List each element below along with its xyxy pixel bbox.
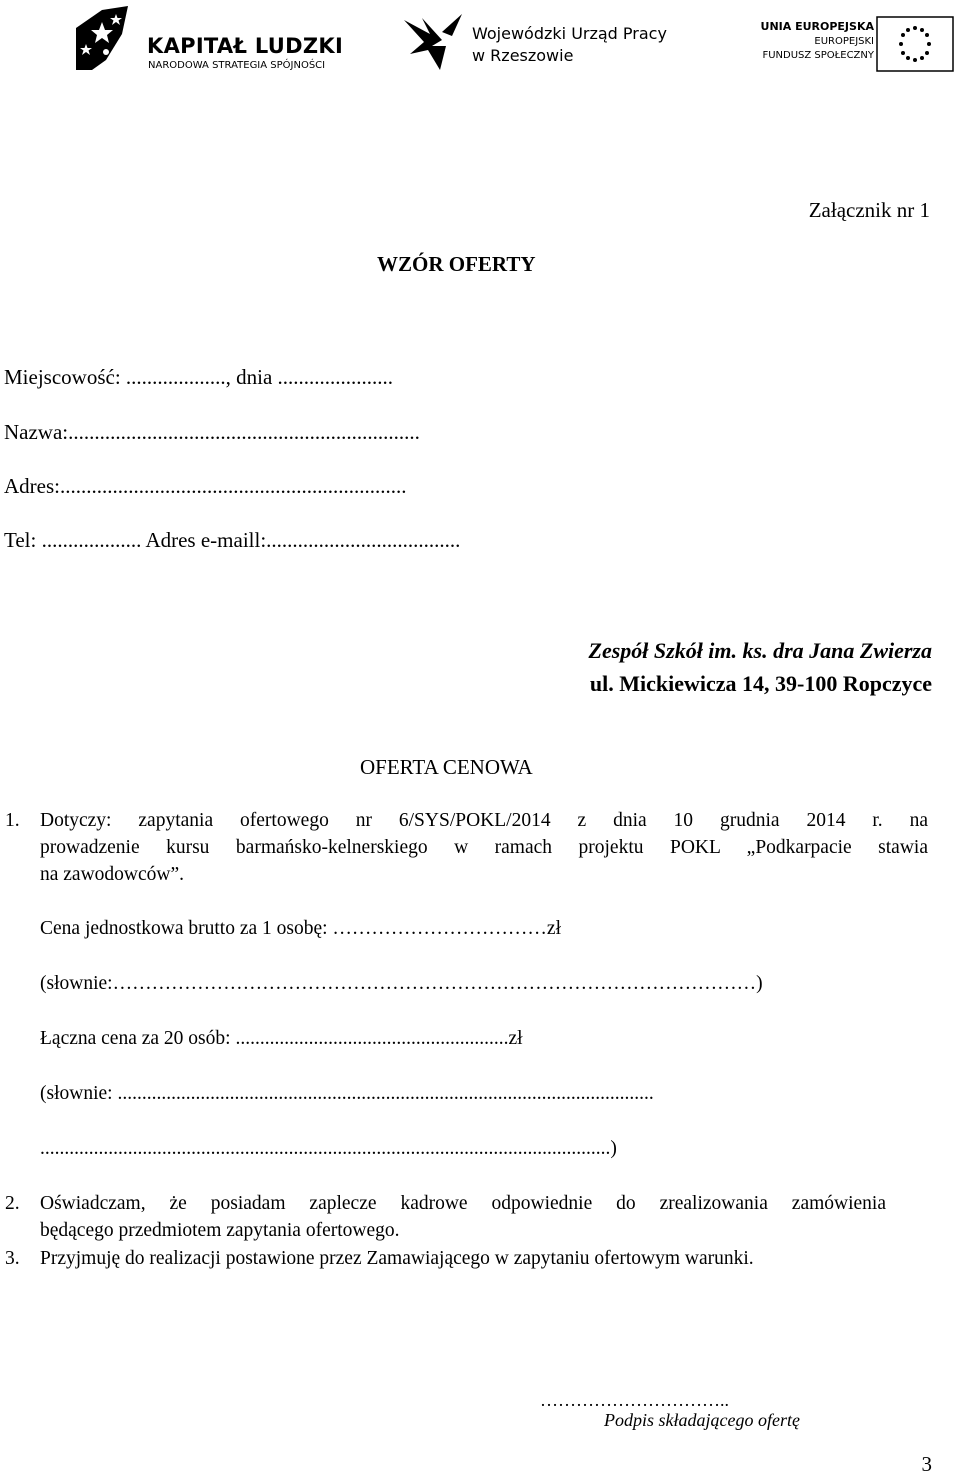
logo-eu xyxy=(760,14,960,72)
signature-label: Podpis składającego ofertę xyxy=(604,1410,800,1430)
logo-eu-line1: UNIA EUROPEJSKA xyxy=(760,20,874,33)
logo-eu-line2: EUROPEJSKI xyxy=(814,36,874,47)
offer-title: OFERTA CENOWA xyxy=(360,755,533,779)
recipient-address: ul. Mickiewicza 14, 39-100 Ropczyce xyxy=(589,671,932,696)
annex-label: Załącznik nr 1 xyxy=(808,198,930,222)
wup-bird-icon xyxy=(402,10,470,72)
logo-kl-subtitle: NARODOWA STRATEGIA SPÓJNOŚCI xyxy=(148,60,326,71)
section1-line3: na zawodowców”. xyxy=(40,864,185,885)
section3-line1: Przyjmuję do realizacji postawione przez Zamawiającego w zapytaniu ofertowym warunki. xyxy=(40,1248,754,1269)
unit-price-field: Cena jednostkowa brutto za 1 osobę: ……………………………zł xyxy=(40,918,562,939)
section3-number: 3. xyxy=(5,1248,20,1269)
logo-eu-line3: FUNDUSZ SPOŁECZNY xyxy=(762,50,874,61)
section2-line2: będącego przedmiotem zapytania ofertowego. xyxy=(40,1220,400,1241)
kapital-ludzki-emblem xyxy=(72,4,134,72)
total-price-words-line2: .....................................................................................................................) xyxy=(40,1138,617,1159)
document-title: WZÓR OFERTY xyxy=(377,252,536,276)
logo-kl-title: KAPITAŁ LUDZKI xyxy=(147,34,344,58)
signature-line: ………………………….. xyxy=(540,1390,729,1410)
field-name: Nazwa:................................................................... xyxy=(4,420,420,444)
logo-wup-line1: Wojewódzki Urząd Pracy xyxy=(472,24,667,43)
field-phone-email: Tel: ................... Adres e-maill:..................................... xyxy=(4,528,461,552)
section2-line1: Oświadczam, że posiadam zaplecze kadrowe odpowiednie do zrealizowania zamówienia xyxy=(40,1193,886,1214)
recipient-name: Zespół Szkół im. ks. dra Jana Zwierza xyxy=(588,638,932,663)
section1-line2: prowadzenie kursu barmańsko-kelnerskiego w ramach projektu POKL „Podkarpacie stawia xyxy=(40,837,928,858)
field-place-date: Miejscowość: ..................., dnia ...................... xyxy=(4,365,394,389)
eu-flag-icon xyxy=(876,16,954,72)
logo-wup xyxy=(402,10,692,72)
logo-wup-line2: w Rzeszowie xyxy=(472,46,574,65)
section2-number: 2. xyxy=(5,1193,20,1214)
section1-line1: Dotyczy: zapytania ofertowego nr 6/SYS/POKL/2014 z dnia 10 grudnia 2014 r. na xyxy=(40,810,928,831)
section1-number: 1. xyxy=(5,810,20,831)
total-price-field: Łączna cena za 20 osób: ........................................................zł xyxy=(40,1028,523,1049)
page-number: 3 xyxy=(921,1452,932,1476)
unit-price-words-field: (słownie:………………………………………………………………………………………) xyxy=(40,973,763,994)
logo-kapital-ludzki xyxy=(72,4,342,72)
field-address: Adres:.................................................................. xyxy=(4,474,407,498)
total-price-words-line1: (słownie: .............................................................................................................. xyxy=(40,1083,654,1104)
